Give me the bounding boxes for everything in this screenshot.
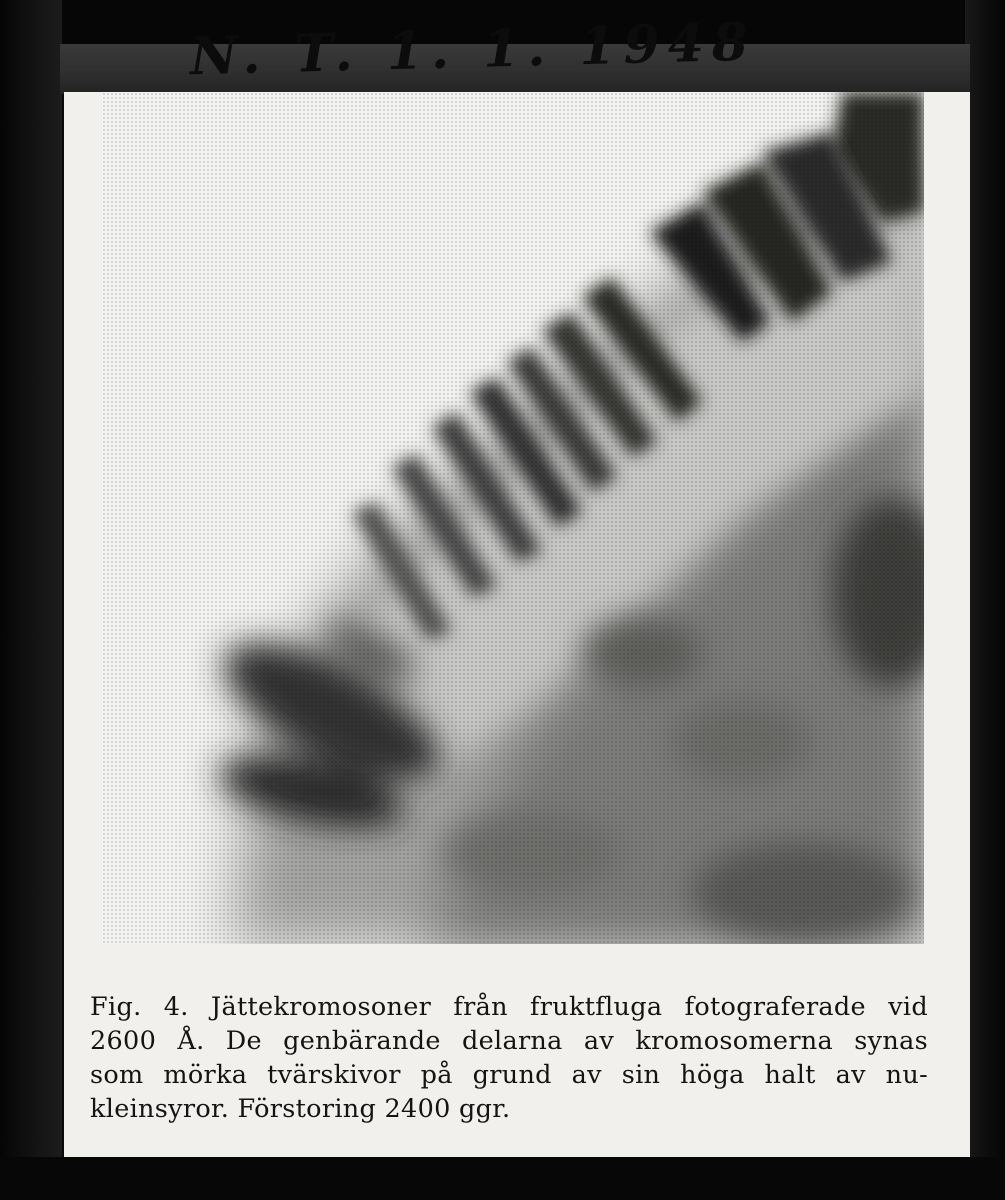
printed-page xyxy=(64,92,970,1157)
figure-caption xyxy=(90,990,928,1126)
slide-mount-right xyxy=(965,0,1005,1200)
slide-mount-left xyxy=(0,0,62,1200)
caption-line: 2600 Å. De genbärande delarna av kromosomerna synas xyxy=(90,1026,928,1056)
caption-line: kleinsyror. Förstoring 2400 ggr. xyxy=(90,1094,511,1124)
slide-mount-bottom xyxy=(0,1157,1005,1200)
caption-line: som mörka tvärskivor på grund av sin höga halt av nu- xyxy=(90,1060,928,1090)
chromosome-micrograph-image xyxy=(102,92,924,944)
handwritten-note: N. T. 1. 1. 1948 xyxy=(189,11,757,88)
caption-line: Fig. 4. Jättekromosoner från fruktfluga fotograferade vid xyxy=(90,992,928,1022)
micrograph-drawing xyxy=(102,92,924,944)
